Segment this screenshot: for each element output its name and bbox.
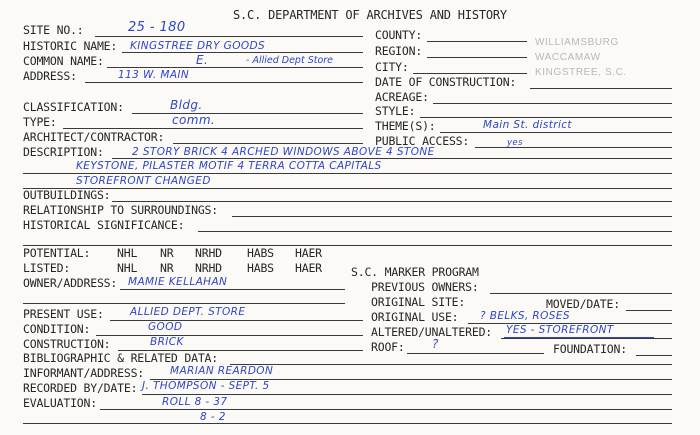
moved-date-label: MOVED/DATE: — [546, 297, 620, 311]
recorded-by-label: RECORDED BY/DATE: — [23, 381, 138, 395]
condition-line — [96, 335, 363, 336]
listed-habs: HABS — [247, 261, 274, 275]
owner-address-line-2 — [23, 303, 345, 304]
roof-value: ? — [432, 337, 439, 351]
card-title: S.C. DEPARTMENT OF ARCHIVES AND HISTORY — [233, 8, 507, 22]
type-line — [63, 128, 363, 129]
location-stamp-line-1: WILLIAMSBURG — [535, 37, 619, 48]
listed-haer: HAER — [295, 261, 322, 275]
foundation-label: FOUNDATION: — [553, 342, 627, 356]
region-line — [427, 57, 527, 58]
marker-program-heading: S.C. MARKER PROGRAM — [351, 265, 479, 279]
city-line — [413, 73, 527, 74]
informant-address-label: INFORMANT/ADDRESS: — [23, 366, 145, 380]
construction-value: BRICK — [150, 336, 184, 348]
altered-unaltered-label: ALTERED/UNALTERED: — [371, 325, 493, 339]
outbuildings-label: OUTBUILDINGS: — [23, 188, 111, 202]
region-label: REGION: — [375, 44, 423, 58]
listed-nhl: NHL — [117, 261, 138, 275]
location-stamp-line-2: WACCAMAW — [535, 52, 601, 63]
original-site-label: ORIGINAL SITE: — [371, 295, 466, 309]
present-use-value: ALLIED DEPT. STORE — [130, 306, 246, 318]
historic-name-label: HISTORIC NAME: — [23, 39, 118, 53]
evaluation-value-1: ROLL 8 - 37 — [162, 396, 228, 408]
outbuildings-line — [112, 201, 672, 202]
previous-owners-line — [490, 293, 672, 294]
address-value: 113 W. MAIN — [118, 69, 190, 81]
evaluation-value-2: 8 - 2 — [200, 411, 226, 423]
public-access-value: yes — [507, 138, 523, 148]
foundation-line — [636, 355, 672, 356]
themes-line — [440, 132, 672, 133]
original-use-label: ORIGINAL USE: — [371, 310, 459, 324]
acreage-line — [433, 103, 672, 104]
classification-label: CLASSIFICATION: — [23, 100, 124, 114]
informant-address-value: MARIAN REARDON — [170, 365, 274, 377]
themes-value: Main St. district — [483, 119, 572, 131]
historic-name-line — [122, 52, 363, 53]
themes-label: THEME(S): — [375, 119, 436, 133]
county-label: COUNTY: — [375, 28, 423, 42]
site-no-value: 25 - 180 — [128, 20, 186, 35]
common-name-prefix: E. — [196, 53, 209, 67]
site-no-label: SITE NO.: — [23, 23, 84, 37]
listed-nr: NR — [160, 261, 174, 275]
historical-significance-line-1 — [198, 231, 672, 232]
city-label: CITY: — [375, 60, 409, 74]
description-value-2: KEYSTONE, PILASTER MOTIF 4 TERRA COTTA CAPITALS — [76, 160, 382, 172]
recorded-by-value: J. THOMPSON - SEPT. 5 — [142, 380, 270, 392]
architect-line — [173, 143, 363, 144]
address-label: ADDRESS: — [23, 69, 77, 83]
type-label: TYPE: — [23, 115, 57, 129]
address-line — [85, 82, 363, 83]
common-name-line — [107, 67, 363, 68]
potential-nr: NR — [160, 246, 174, 260]
acreage-label: ACREAGE: — [375, 90, 429, 104]
classification-line — [132, 113, 363, 114]
recorded-by-line — [142, 394, 672, 395]
potential-haer: HAER — [295, 246, 322, 260]
potential-nhl: NHL — [117, 246, 138, 260]
description-value-1: 2 STORY BRICK 4 ARCHED WINDOWS ABOVE 4 STONE — [132, 146, 435, 158]
classification-value: Bldg. — [170, 98, 203, 112]
description-value-3: STOREFRONT CHANGED — [76, 175, 211, 187]
date-of-construction-line — [530, 88, 672, 89]
relationship-line — [232, 216, 672, 217]
condition-label: CONDITION: — [23, 322, 91, 336]
altered-unaltered-value: YES - STOREFRONT — [506, 324, 614, 336]
evaluation-label: EVALUATION: — [23, 396, 97, 410]
altered-underline-ink — [504, 337, 654, 338]
construction-label: CONSTRUCTION: — [23, 337, 111, 351]
common-name-value: - Allied Dept Store — [246, 55, 334, 66]
potential-habs: HABS — [247, 246, 274, 260]
description-label: DESCRIPTION: — [23, 145, 104, 159]
public-access-line — [475, 147, 672, 148]
description-line-2 — [23, 173, 672, 174]
present-use-label: PRESENT USE: — [23, 307, 104, 321]
common-name-label: COMMON NAME: — [23, 54, 104, 68]
architect-label: ARCHITECT/CONTRACTOR: — [23, 130, 165, 144]
listed-label: LISTED: — [23, 261, 71, 275]
evaluation-line-1 — [100, 409, 672, 410]
public-access-label: PUBLIC ACCESS: — [375, 134, 470, 148]
owner-address-line-1 — [120, 289, 345, 290]
style-label: STYLE: — [375, 104, 416, 118]
owner-address-value: MAMIE KELLAHAN — [128, 276, 228, 288]
site-no-line — [95, 36, 363, 37]
county-line — [427, 41, 527, 42]
roof-line — [407, 353, 544, 354]
previous-owners-label: PREVIOUS OWNERS: — [371, 280, 479, 294]
moved-date-line — [626, 310, 672, 311]
owner-address-label: OWNER/ADDRESS: — [23, 276, 118, 290]
type-value: comm. — [172, 113, 216, 127]
date-of-construction-label: DATE OF CONSTRUCTION: — [375, 75, 517, 89]
relationship-label: RELATIONSHIP TO SURROUNDINGS: — [23, 203, 218, 217]
potential-label: POTENTIAL: — [23, 246, 91, 260]
listed-nrhd: NRHD — [195, 261, 222, 275]
historic-name-value: KINGSTREE DRY GOODS — [130, 40, 266, 52]
evaluation-line-2 — [23, 423, 672, 424]
description-line-1 — [112, 158, 672, 159]
condition-value: GOOD — [148, 321, 183, 333]
style-line — [420, 117, 672, 118]
roof-label: ROOF: — [371, 340, 405, 354]
bibliographic-line — [230, 364, 672, 365]
location-stamp-line-3: KINGSTREE, S.C. — [535, 67, 627, 78]
description-line-3 — [23, 188, 672, 189]
historical-significance-label: HISTORICAL SIGNIFICANCE: — [23, 218, 185, 232]
bibliographic-label: BIBLIOGRAPHIC & RELATED DATA: — [23, 351, 218, 365]
original-use-value: ? BELKS, ROSES — [480, 310, 570, 322]
potential-nrhd: NRHD — [195, 246, 222, 260]
altered-unaltered-line — [501, 338, 672, 339]
